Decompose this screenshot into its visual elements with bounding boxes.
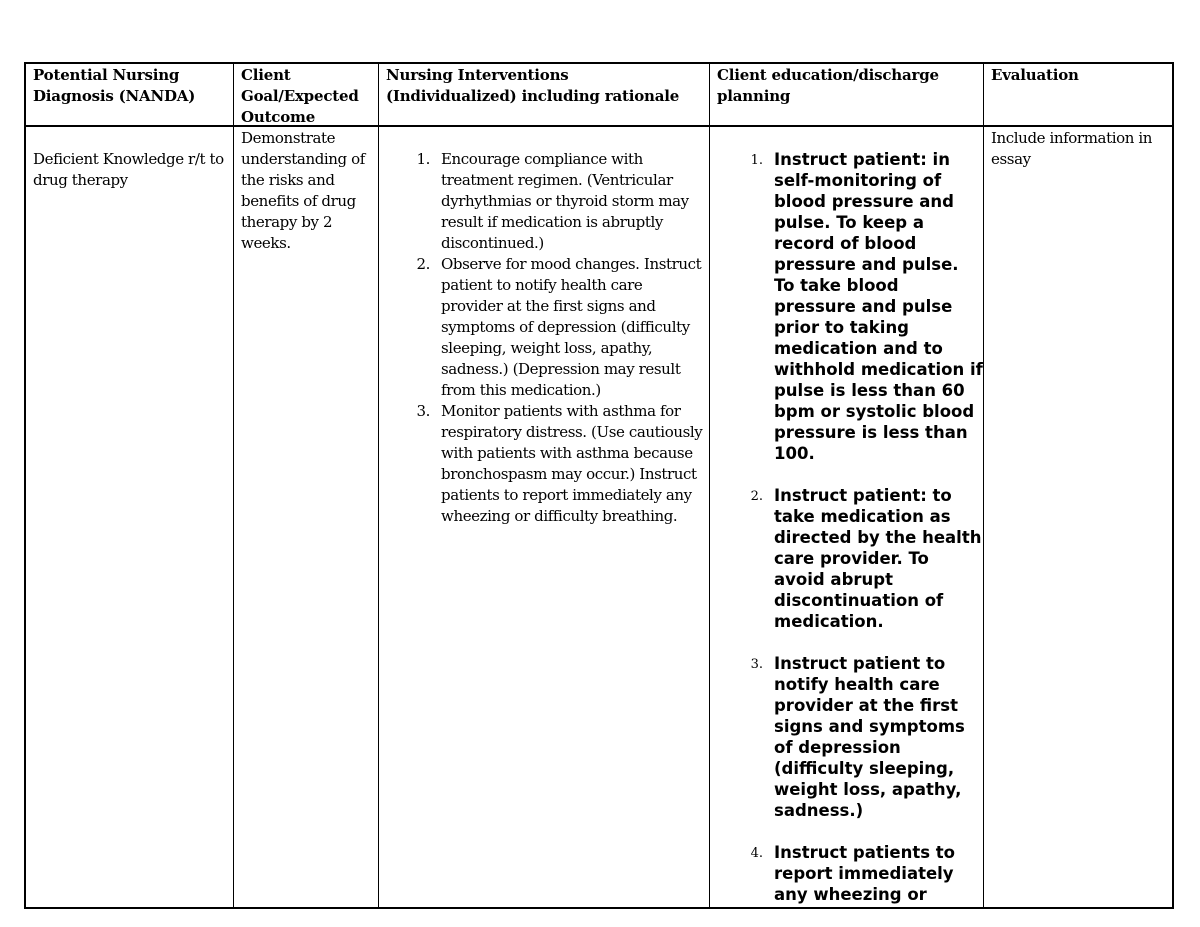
- list-number: 3.: [416, 402, 430, 420]
- list-item: [743, 653, 983, 821]
- education-text: Instruct patient: to take medication as directed by the health care provider. To avoid abrupt discontinuation of medication.: [774, 486, 982, 631]
- list-number: 3.: [750, 657, 763, 672]
- evaluation-cell: Include information in essay: [991, 129, 1153, 168]
- nursing-care-plan-table: [24, 62, 1174, 909]
- column-divider: [378, 64, 379, 907]
- intervention-text: Encourage compliance with treatment regimen. (Ventricular dyrhythmias or thyroid storm may result if medication is abruptly discontinued.): [441, 150, 689, 252]
- header-divider: [26, 125, 1172, 127]
- list-number: 1.: [750, 153, 763, 168]
- column-divider: [983, 64, 984, 907]
- header-education: Client education/discharge planning: [717, 66, 939, 105]
- list-item: [743, 485, 983, 632]
- list-number: 4.: [750, 846, 763, 861]
- education-list: [743, 149, 983, 905]
- intervention-text: Monitor patients with asthma for respiratory distress. (Use cautiously with patients with asthma because bronchospasm may occur.) Instruct patients to report immediately any wheezing or difficulty breathing.: [441, 402, 703, 525]
- list-number: 2.: [750, 489, 763, 504]
- interventions-list: [410, 149, 706, 527]
- list-item: [743, 149, 983, 464]
- list-number: 2.: [416, 255, 430, 273]
- education-text: Instruct patients to report immediately any wheezing or: [774, 843, 955, 904]
- header-interventions: Nursing Interventions (Individualized) including rationale: [386, 66, 680, 105]
- list-item: [743, 842, 983, 905]
- column-divider: [233, 64, 234, 907]
- list-item: [410, 149, 706, 254]
- interventions-cell: [410, 149, 706, 527]
- education-text: Instruct patient to notify health care provider at the first signs and symptoms of depression (difficulty sleeping, weight loss, apathy, sadness.): [774, 654, 965, 820]
- intervention-text: Observe for mood changes. Instruct patient to notify health care provider at the first signs and symptoms of depression (difficulty sleeping, weight loss, apathy, sadness.) (Depression may result from this medication.): [441, 255, 702, 399]
- education-text: Instruct patient: in self-monitoring of blood pressure and pulse. To keep a record of blood pressure and pulse. To take blood pressure and pulse prior to taking medication and to withhold medication if pulse is less than 60 bpm or systolic blood pressure is less than 100.: [774, 150, 983, 463]
- education-cell: [743, 149, 983, 909]
- goal-cell: Demonstrate understanding of the risks and benefits of drug therapy by 2 weeks.: [241, 129, 365, 252]
- header-diagnosis: Potential Nursing Diagnosis (NANDA): [33, 66, 196, 105]
- list-item: [410, 254, 706, 401]
- diagnosis-cell: Deficient Knowledge r/t to drug therapy: [33, 150, 224, 189]
- header-evaluation: Evaluation: [991, 66, 1079, 84]
- column-divider: [709, 64, 710, 907]
- list-number: 1.: [416, 150, 430, 168]
- header-goal: Client Goal/Expected Outcome: [241, 66, 359, 126]
- list-item: [410, 401, 706, 527]
